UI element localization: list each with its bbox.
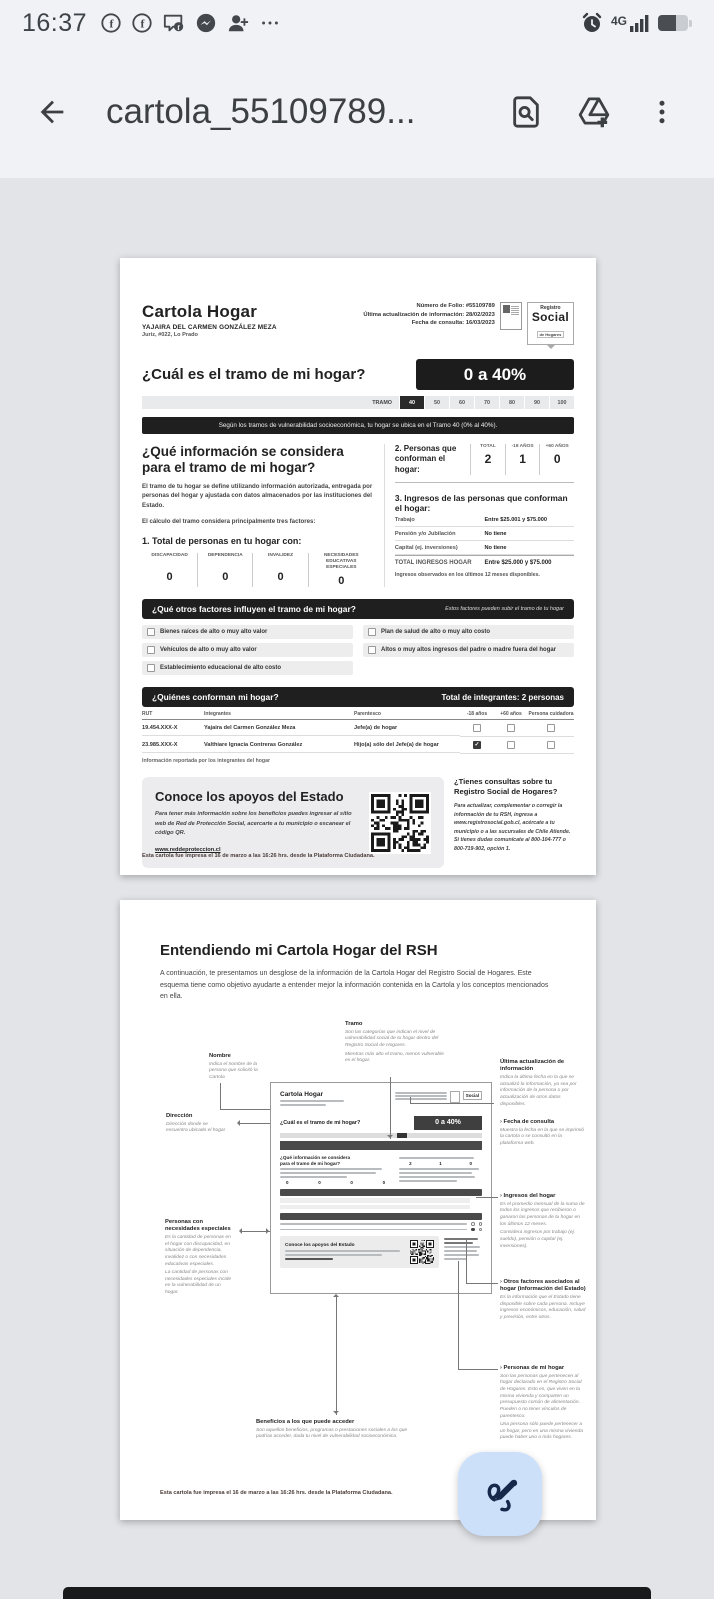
checkbox bbox=[507, 741, 515, 749]
consult-heading: ¿Tienes consultas sobre tu Registro Social de Hogares? bbox=[454, 777, 558, 797]
checkbox bbox=[473, 724, 481, 732]
status-bar bbox=[0, 0, 714, 46]
label-actualizacion: Última actualización de información Indica la última fecha en la que se actualizó la información, ya sea por información de la persona o por actualización de otros datos disponibles. bbox=[500, 1058, 577, 1107]
other-factors-bar: ¿Qué otros factores influyen el tramo de mi hogar? Estos factores pueden subir el tramo de tu hogar bbox=[142, 599, 574, 619]
app-bar bbox=[0, 46, 714, 178]
tramo-scale: TRAMO 40 50 60 70 80 90 100 bbox=[142, 396, 574, 409]
annotate-fab[interactable] bbox=[458, 1452, 542, 1536]
checkbox bbox=[547, 741, 555, 749]
mini-qr-code bbox=[410, 1240, 434, 1264]
printed-note: Esta cartola fue impresa el 16 de marzo a las 16:26 hrs. desde la Plataforma Ciudadana. bbox=[160, 1490, 393, 1496]
folio-number: Número de Folio: #55109789 bbox=[416, 303, 495, 309]
page2-title: Entendiendo mi Cartola Hogar del RSH bbox=[160, 942, 438, 959]
mini-cartola-preview: Cartola Hogar Social ¿Cuál es el tramo de mi hogar? 0 a 40% ¿Qué información se considera para el tramo de mi hogar? 0 0 0 0 2 1 0 Conoce los apoyos del Estado bbox=[270, 1082, 492, 1294]
checkbox bbox=[147, 664, 155, 672]
registro-social-badge: Registro Social de Hogares bbox=[527, 302, 574, 345]
income-note: Ingresos observados en los últimos 12 meses disponibles. bbox=[394, 572, 540, 579]
checkbox bbox=[368, 646, 376, 654]
qr-code bbox=[369, 792, 431, 854]
battery-icon bbox=[658, 15, 692, 31]
chat-bubble-icon bbox=[162, 12, 186, 34]
members-note: Información reportada por los integrantes del hogar bbox=[142, 758, 270, 765]
more-notifications-icon bbox=[259, 12, 281, 34]
tramo-banner: Según los tramos de vulnerabilidad socioeconómica, tu hogar se ubica en el Tramo 40 (0% al 40%). bbox=[142, 417, 574, 434]
svg-text:f: f bbox=[140, 16, 145, 31]
mini-social-badge: Social bbox=[463, 1091, 482, 1100]
member-rut: 23.985.XXX-X bbox=[142, 738, 204, 753]
household-count-table: 2. Personas que conforman el hogar: TOTAL 2 -18 AÑOS 1 +60 AÑOS 0 bbox=[395, 444, 574, 483]
printed-note: Esta cartola fue impresa el 16 de marzo a las 16:26 hrs. desde la Plataforma Ciudadana. bbox=[142, 853, 375, 859]
find-in-page-icon[interactable] bbox=[504, 90, 548, 134]
document-title: cartola_55109789... bbox=[106, 92, 416, 131]
network-type-label: 4G bbox=[610, 14, 627, 28]
overflow-menu-icon[interactable] bbox=[640, 90, 684, 134]
checkbox bbox=[473, 741, 481, 749]
mini-ministry-logo bbox=[450, 1091, 460, 1103]
label-tramo: Tramo Son las categorías que indican el nivel de vulnerabilidad social de tu hogar dentro del Registro Social de Hogares. Mientras más alto el tramo, menos vulnerable es el hogar. bbox=[345, 1020, 444, 1064]
ministry-logo bbox=[500, 302, 522, 330]
last-update: Última actualización de información: 28/02/2023 bbox=[363, 311, 495, 318]
scale-cell-selected: 40 bbox=[399, 396, 424, 409]
state-support-box: Conoce los apoyos del Estado Para tener más información sobre los beneficios puedes ingresar al sitio web de Red de Protección Social, acercarte a tu municipio o escanear el código QR. www.reddeproteccion.cl bbox=[142, 777, 444, 867]
clock-text: 16:37 bbox=[22, 8, 88, 37]
member-name: Yajaira del Carmen González Meza bbox=[204, 721, 354, 736]
label-beneficios: Beneficios a los que puede acceder Son aquellos beneficios, programas o prestaciones sociales a los que podrías acceder, dada tu nivel de vulnerabilidad socioeconómica. bbox=[256, 1418, 408, 1440]
tramo-value-box: 0 a 40% bbox=[416, 359, 574, 390]
members-table: RUT Integrantes Parentesco -18 años +60 años Persona cuidadora 19.454.XXX-X Yajaira del Carmen González Meza Jefe(a) de hogar 23.985.XXX-X Valthiare Ignacia Contreras González Hijo(a) sólo del Jefe(a) de hogar ✓ bbox=[142, 707, 574, 754]
reddeproteccion-link[interactable]: www.reddeproteccion.cl bbox=[155, 846, 221, 853]
factor1-heading: 1. Total de personas en tu hogar con: bbox=[142, 535, 302, 546]
facebook-icon bbox=[131, 12, 153, 34]
signature-pen-icon bbox=[477, 1471, 523, 1517]
alarm-icon bbox=[580, 11, 604, 35]
checkbox bbox=[547, 724, 555, 732]
checkbox bbox=[147, 646, 155, 654]
consult-date: Fecha de consulta: 16/03/2023 bbox=[411, 320, 495, 327]
pdf-page-1: Cartola Hogar YAJAIRA DEL CARMEN GONZÁLEZ MEZA Juriz, #022, Lo Prado Número de Folio: #55109789 Última actualización de información: 28/02/2023 Fecha de consulta: 16/03/2023 Registro Social de Hogares ¿Cuál es el tramo de mi hogar? 0 a 40% TRAMO 40 50 60 70 80 90 100 Según los tramos de vulnerabilidad socioeconómica, tu hogar se ubica en el Tramo 40 (0% al 40%). ¿Qué información se considera para el tramo de mi hogar? El tramo de tu hogar se define utilizando información autorizada, entregada por personas del hogar y ajustada con datos almacenados por las instituciones del Estado. El cálculo del tramo considera principalmente tres factores: 1. Total de personas en tu hogar con: DISCAPACIDAD 0 DEPENDENCIA 0 INVALIDEZ 0 NECESIDADES EDUCATIVAS ESPECIALES 0 2. Personas que conforman el hogar: TOTAL 2 -18 AÑOS 1 +60 AÑOS 0 3. Ingresos de las personas que conforman el hogar: Trabajo Entre $25.001 y $75.000 Pensión y/o Jubilación No tiene Capital (ej. inversiones) No tiene TOTAL INGRESOS HOGAR Entre $25.000 y $75.000 Ingresos observados en los últimos 12 meses disponibles. ¿Qué otros factores influyen el tramo de mi hogar? Estos factores pueden subir el tramo de tu hogar Bienes raíces de alto o muy alto valor Plan de salud de alto o muy alto costo Vehículos de alto o muy alto valor Altos o muy altos ingresos del padre o madre fuera del hogar Establecimiento educacional de alto costo ¿Quiénes conforman mi hogar? Total de integrantes: 2 personas RUT Integrantes Parentesco -18 años +60 años Persona cuidadora 19.454.XXX-X Yajaira del Carmen González Meza Jefe(a) de hogar 23.985.XXX-X Valthiare Ignacia Contreras González Hijo(a) sólo del Jefe(a) de hogar ✓ Información reportada por los integrantes del hogar Conoce los apoyos del Estado Para tener más información sobre los beneficios puedes ingresar al sitio web de Red de Protección Social, acercarte a tu municipio o escanear el código QR. www.reddeproteccion.cl ¿Tienes consultas sobre tu Registro Social de Hogares? Para actualizar, complementar o corregir la información de tu RSH, ingresa a www.registrosocial.gob.cl, acércate a tu municipio o a las sucursales de Chile Atiende. Si tienes dudas comunícate al 800-104-777 o 800-719-902, opción 1. Esta cartola fue impresa el 16 de marzo a las 16:26 hrs. desde la Plataforma Ciudadana. bbox=[120, 258, 596, 875]
member-relation: Jefe(a) de hogar bbox=[354, 721, 460, 736]
label-ingresos: › Ingresos del hogar Es el promedio mensual de la suma de todos los ingresos que recibieron o ganaron las personas de tu hogar en los últimos 12 meses. Considera ingresos por trabajo (ej. sueldo), pensión o capital (ej. inversiones). bbox=[500, 1193, 586, 1251]
svg-text:f: f bbox=[109, 16, 114, 31]
support-heading: Conoce los apoyos del Estado bbox=[155, 789, 344, 805]
cartola-explainer-diagram bbox=[160, 1007, 586, 1459]
member-rut: 19.454.XXX-X bbox=[142, 721, 204, 736]
label-personas: › Personas de mi hogar Son las personas que pertenecen al hogar declarado en el Registro Social de Hogares. Esto es, que viven en la misma vivienda y comparten un presupuesto común de alimentación. Pueden o no tener vínculos de parentesco. Una persona sólo puede pertenecer a un hogar, pero en una misma vivienda puede haber uno o más hogares. bbox=[500, 1365, 586, 1442]
drive-add-icon[interactable] bbox=[572, 90, 616, 134]
member-relation: Hijo(a) sólo del Jefe(a) de hogar bbox=[354, 738, 460, 753]
cartola-title: Cartola Hogar bbox=[142, 302, 258, 321]
tramo-question: ¿Cuál es el tramo de mi hogar? bbox=[142, 366, 366, 383]
income-heading: 3. Ingresos de las personas que conforman el hogar: bbox=[394, 493, 568, 514]
signal-bars-icon bbox=[611, 13, 651, 33]
person-add-icon bbox=[226, 12, 250, 34]
other-factors-list: Bienes raíces de alto o muy alto valor Plan de salud de alto o muy alto costo Vehículos de alto o muy alto valor Altos o muy altos ingresos del padre o madre fuera del hogar Establecimiento educacional de alto costo bbox=[142, 625, 574, 675]
pdf-viewer-canvas[interactable] bbox=[0, 178, 714, 1599]
members-bar: ¿Quiénes conforman mi hogar? Total de integrantes: 2 personas bbox=[142, 687, 574, 707]
info-heading: ¿Qué información se considera para el tramo de mi hogar? bbox=[142, 444, 344, 475]
back-icon[interactable] bbox=[30, 90, 74, 134]
mini-support-box: Conoce los apoyos del Estado bbox=[280, 1236, 439, 1268]
label-nombre: Nombre Indica el nombre de la persona que solicitó la Cartola bbox=[209, 1052, 258, 1081]
checkbox bbox=[368, 628, 376, 636]
holder-name: YAJAIRA DEL CARMEN GONZÁLEZ MEZA bbox=[142, 324, 277, 331]
facebook-icon bbox=[100, 12, 122, 34]
label-necesidades: Personas con necesidades especiales Es la cantidad de personas en el hogar con discapacidad, en situación de dependencia, invalidez o con necesidades educativas especiales. La cantidad de personas con necesidades especiales incide en la vulnerabilidad de un hogar. bbox=[165, 1218, 232, 1295]
gesture-navigation-bar[interactable] bbox=[63, 1587, 651, 1599]
label-otros-factores: › Otros factores asociados al hogar (información del Estado) Es la información que el Estado tiene disponible sobre cada persona. Incluye ingresos económicos, educación, salud y previsión, entre otros. bbox=[500, 1279, 586, 1322]
special-needs-table: DISCAPACIDAD 0 DEPENDENCIA 0 INVALIDEZ 0 NECESIDADES EDUCATIVAS ESPECIALES 0 bbox=[142, 553, 374, 588]
label-consulta: › Fecha de consulta Muestra la fecha en la que se imprimió la cartola o se consultó en la plataforma web. bbox=[500, 1119, 586, 1148]
member-name: Valthiare Ignacia Contreras González bbox=[204, 738, 354, 753]
label-direccion: Dirección Dirección donde se encuentra ubicado el hogar bbox=[166, 1112, 226, 1134]
pdf-page-2: Entendiendo mi Cartola Hogar del RSH A continuación, te presentamos un desglose de la información de la Cartola Hogar del Registro Social de Hogares. Este esquema tiene como objetivo ayudarte a entender mejor la información contenida en la Cartola y los conceptos mencionados en ella. Tramo Son las categorías que indican el nivel de vulnerabilidad social de tu hogar dentro del Registro Social de Hogares. Mientras más alto el tramo, menos vulnerable es el hogar. Nombre Indica el nombre de la persona que solicitó la Cartola Dirección Dirección donde se encuentra ubicado el hogar Personas con necesidades especiales Es la cantidad de personas en el hogar con discapacidad, en situación de dependencia, invalidez o con necesidades educativas especiales. La cantidad de personas con necesidades especiales incide en la vulnerabilidad de un hogar. Última actualización de información Indica la última fecha en la que se actualizó la información, ya sea por información de la persona o por actualización de otros datos disponibles. › Fecha de consulta Muestra la fecha en la que se imprimió la cartola o se consultó en la plataforma web. › Ingresos del hogar Es el promedio mensual de la suma de todos los ingresos que recibieron o ganaron las personas de tu hogar en los últimos 12 meses. Considera ingresos por trabajo (ej. sueldo), pensión o capital (ej. inversiones). › Otros factores asociados al hogar (información del Estado) Es la información que el Estado tiene disponible sobre cada persona. Incluye ingresos económicos, educación, salud y previsión, entre otros. › Personas de mi hogar Son las personas que pertenecen al hogar declarado en el Registro Social de Hogares. Esto es, que viven en la misma vivienda y comparten un presupuesto común de alimentación. Pueden o no tener vínculos de parentesco. Una persona sólo puede pertenecer a un hogar, pero en una misma vivienda puede haber uno o más hogares. Beneficios a los que puede acceder Son aquellos beneficios, programas o prestaciones sociales a los que podrías acceder, dada tu nivel de vulnerabilidad socioeconómica. Cartola Hogar Social ¿Cuál es el tramo de mi hogar? 0 a 40% ¿Qué información se considera para el tramo de mi hogar? 0 0 0 0 2 1 0 Conoce los apoyos del Estado Esta cartola fue impresa el 16 de marzo a las 16:26 hrs. desde la Plataforma Ciudadana. bbox=[120, 900, 596, 1520]
checkbox bbox=[507, 724, 515, 732]
messenger-icon bbox=[195, 12, 217, 34]
income-table: Trabajo Entre $25.001 y $75.000 Pensión y/o Jubilación No tiene Capital (ej. inversiones) No tiene TOTAL INGRESOS HOGAR Entre $25.000 y $75.000 bbox=[395, 513, 574, 569]
checkbox bbox=[147, 628, 155, 636]
holder-address: Juriz, #022, Lo Prado bbox=[142, 332, 198, 338]
svg-text:f: f bbox=[177, 22, 180, 32]
